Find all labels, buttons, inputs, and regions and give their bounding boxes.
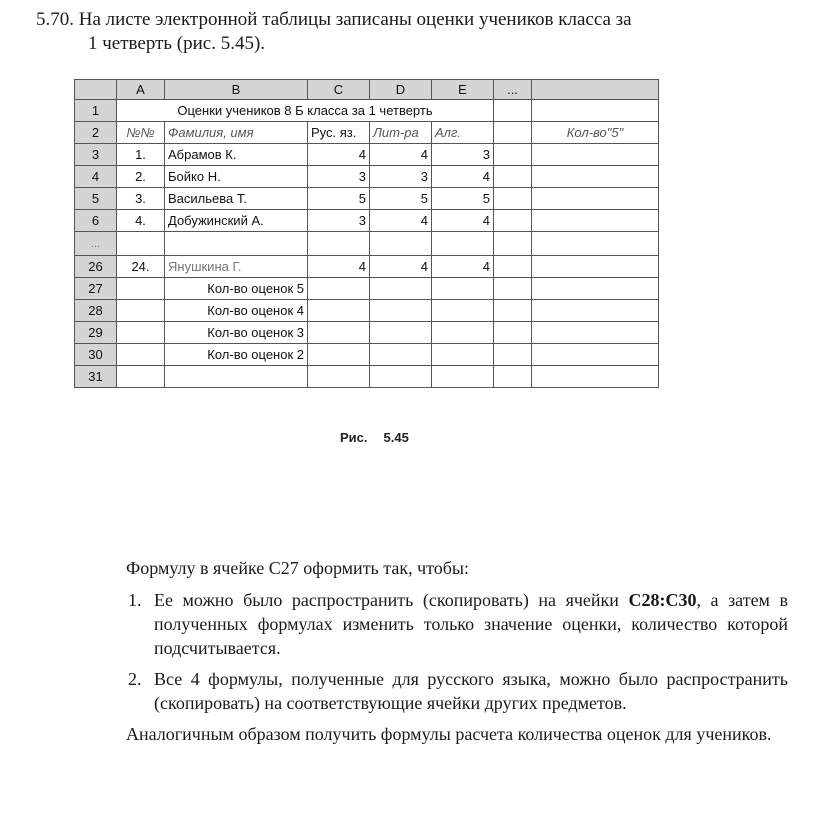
row-header: 29 — [75, 322, 117, 344]
student-number-cell: 2. — [117, 166, 165, 188]
row-header-ellipsis: ... — [75, 232, 117, 256]
cell — [117, 278, 165, 300]
count-label-cell: Кол-во оценок 3 — [165, 322, 308, 344]
count-row — [75, 278, 659, 300]
student-number-cell: 24. — [117, 256, 165, 278]
row-header: 30 — [75, 344, 117, 366]
row-header: 3 — [75, 144, 117, 166]
row-header: 4 — [75, 166, 117, 188]
cell — [432, 344, 494, 366]
cell — [494, 188, 532, 210]
algebra-header-cell: Алг. — [432, 122, 494, 144]
row-header: 5 — [75, 188, 117, 210]
cell — [532, 188, 659, 210]
cell — [494, 210, 532, 232]
requirements-list — [126, 588, 788, 715]
cell — [432, 322, 494, 344]
cell — [308, 344, 370, 366]
student-row — [75, 166, 659, 188]
count-fives-header-cell: Кол-во"5" — [532, 122, 659, 144]
task-intro: Формулу в ячейке С27 оформить так, чтобы: — [126, 558, 470, 578]
cell — [494, 166, 532, 188]
cell — [494, 366, 532, 388]
student-row — [75, 144, 659, 166]
literature-grade-cell: 4 — [370, 256, 432, 278]
spreadsheet-figure — [74, 79, 659, 388]
cell — [532, 300, 659, 322]
cell — [308, 322, 370, 344]
row-header: 28 — [75, 300, 117, 322]
cell — [494, 322, 532, 344]
count-row — [75, 300, 659, 322]
cell — [432, 300, 494, 322]
cell — [370, 322, 432, 344]
empty-row — [75, 366, 659, 388]
cell — [494, 122, 532, 144]
number-header-cell: №№ — [117, 122, 165, 144]
literature-grade-cell: 3 — [370, 166, 432, 188]
algebra-grade-cell: 5 — [432, 188, 494, 210]
col-header-d: D — [370, 80, 432, 100]
cell — [494, 300, 532, 322]
header-row — [75, 122, 659, 144]
cell — [432, 366, 494, 388]
col-header-blank — [532, 80, 659, 100]
cell — [117, 366, 165, 388]
cell — [308, 278, 370, 300]
russian-grade-cell: 3 — [308, 166, 370, 188]
skipped-rows — [75, 232, 659, 256]
cell — [494, 256, 532, 278]
table-title-cell: Оценки учеников 8 Б класса за 1 четверть — [117, 100, 494, 122]
student-name-cell: Бойко Н. — [165, 166, 308, 188]
student-number-cell: 4. — [117, 210, 165, 232]
algebra-grade-cell: 4 — [432, 256, 494, 278]
cell — [494, 100, 532, 122]
student-number-cell: 1. — [117, 144, 165, 166]
cell — [117, 322, 165, 344]
student-row — [75, 188, 659, 210]
row-header: 26 — [75, 256, 117, 278]
cell — [494, 232, 532, 256]
russian-header-cell: Рус. яз. — [308, 122, 370, 144]
caption-number: 5.45 — [383, 430, 409, 445]
column-header-row — [75, 80, 659, 100]
task-text-line1: На листе электронной таблицы записаны оценки учеников класса за — [78, 9, 632, 30]
cell — [308, 232, 370, 256]
cell — [117, 232, 165, 256]
cell — [308, 300, 370, 322]
cell — [532, 278, 659, 300]
task-number: 5.70. — [36, 9, 74, 30]
cell — [532, 210, 659, 232]
student-number-cell: 3. — [117, 188, 165, 210]
cell — [370, 366, 432, 388]
col-header-a: A — [117, 80, 165, 100]
cell — [494, 278, 532, 300]
list-text-continued: , а затем в полученных формулах изменить только значение оценки, количество которой подсчитывается. — [154, 590, 788, 658]
caption-prefix: Рис. — [340, 430, 368, 445]
row-header: 27 — [75, 278, 117, 300]
figure-caption — [340, 430, 409, 445]
task-body — [126, 556, 788, 746]
cell — [532, 256, 659, 278]
literature-header-cell: Лит-ра — [370, 122, 432, 144]
cell — [532, 144, 659, 166]
list-text: Ее можно было распространить (скопировать) на ячейки — [154, 590, 629, 610]
name-header-cell: Фамилия, имя — [165, 122, 308, 144]
student-name-cell: Абрамов К. — [165, 144, 308, 166]
list-text: Все 4 формулы, полученные для русского языка, можно было распространить (скопировать) на соответствующие ячейки других предметов. — [154, 669, 788, 713]
col-header-more: ... — [494, 80, 532, 100]
cell — [308, 366, 370, 388]
student-name-cell: Янушкина Г. — [165, 256, 308, 278]
list-item — [126, 588, 788, 660]
list-marker: 2. — [128, 669, 142, 689]
literature-grade-cell: 4 — [370, 210, 432, 232]
cell — [494, 144, 532, 166]
cell — [117, 344, 165, 366]
student-row — [75, 210, 659, 232]
cell — [532, 322, 659, 344]
russian-grade-cell: 4 — [308, 144, 370, 166]
task-statement — [36, 8, 736, 56]
cell — [117, 300, 165, 322]
row-header: 31 — [75, 366, 117, 388]
row-header: 2 — [75, 122, 117, 144]
cell — [532, 100, 659, 122]
algebra-grade-cell: 4 — [432, 210, 494, 232]
list-item — [126, 667, 788, 715]
cell — [370, 344, 432, 366]
cell — [370, 278, 432, 300]
cell — [165, 366, 308, 388]
cell — [370, 232, 432, 256]
algebra-grade-cell: 4 — [432, 166, 494, 188]
cell — [165, 232, 308, 256]
student-name-cell: Васильева Т. — [165, 188, 308, 210]
cell — [532, 166, 659, 188]
cell — [494, 344, 532, 366]
count-row — [75, 344, 659, 366]
task-text-line2: 1 четверть (рис. 5.45). — [88, 33, 266, 54]
literature-grade-cell: 4 — [370, 144, 432, 166]
cell — [432, 232, 494, 256]
cell — [370, 300, 432, 322]
col-header-b: B — [165, 80, 308, 100]
col-header-e: E — [432, 80, 494, 100]
russian-grade-cell: 3 — [308, 210, 370, 232]
cell — [532, 344, 659, 366]
literature-grade-cell: 5 — [370, 188, 432, 210]
row-header: 6 — [75, 210, 117, 232]
row-header: 1 — [75, 100, 117, 122]
title-row — [75, 100, 659, 122]
count-row — [75, 322, 659, 344]
cell — [532, 232, 659, 256]
task-outro: Аналогичным образом получить формулы расчета количества оценок для учеников. — [126, 724, 772, 744]
russian-grade-cell: 4 — [308, 256, 370, 278]
cell — [432, 278, 494, 300]
count-label-cell: Кол-во оценок 4 — [165, 300, 308, 322]
student-row — [75, 256, 659, 278]
list-marker: 1. — [128, 590, 142, 610]
cell-range: С28:С30 — [628, 590, 697, 610]
corner-cell — [75, 80, 117, 100]
student-name-cell: Добужинский А. — [165, 210, 308, 232]
algebra-grade-cell: 3 — [432, 144, 494, 166]
russian-grade-cell: 5 — [308, 188, 370, 210]
col-header-c: C — [308, 80, 370, 100]
count-label-cell: Кол-во оценок 5 — [165, 278, 308, 300]
cell — [532, 366, 659, 388]
count-label-cell: Кол-во оценок 2 — [165, 344, 308, 366]
